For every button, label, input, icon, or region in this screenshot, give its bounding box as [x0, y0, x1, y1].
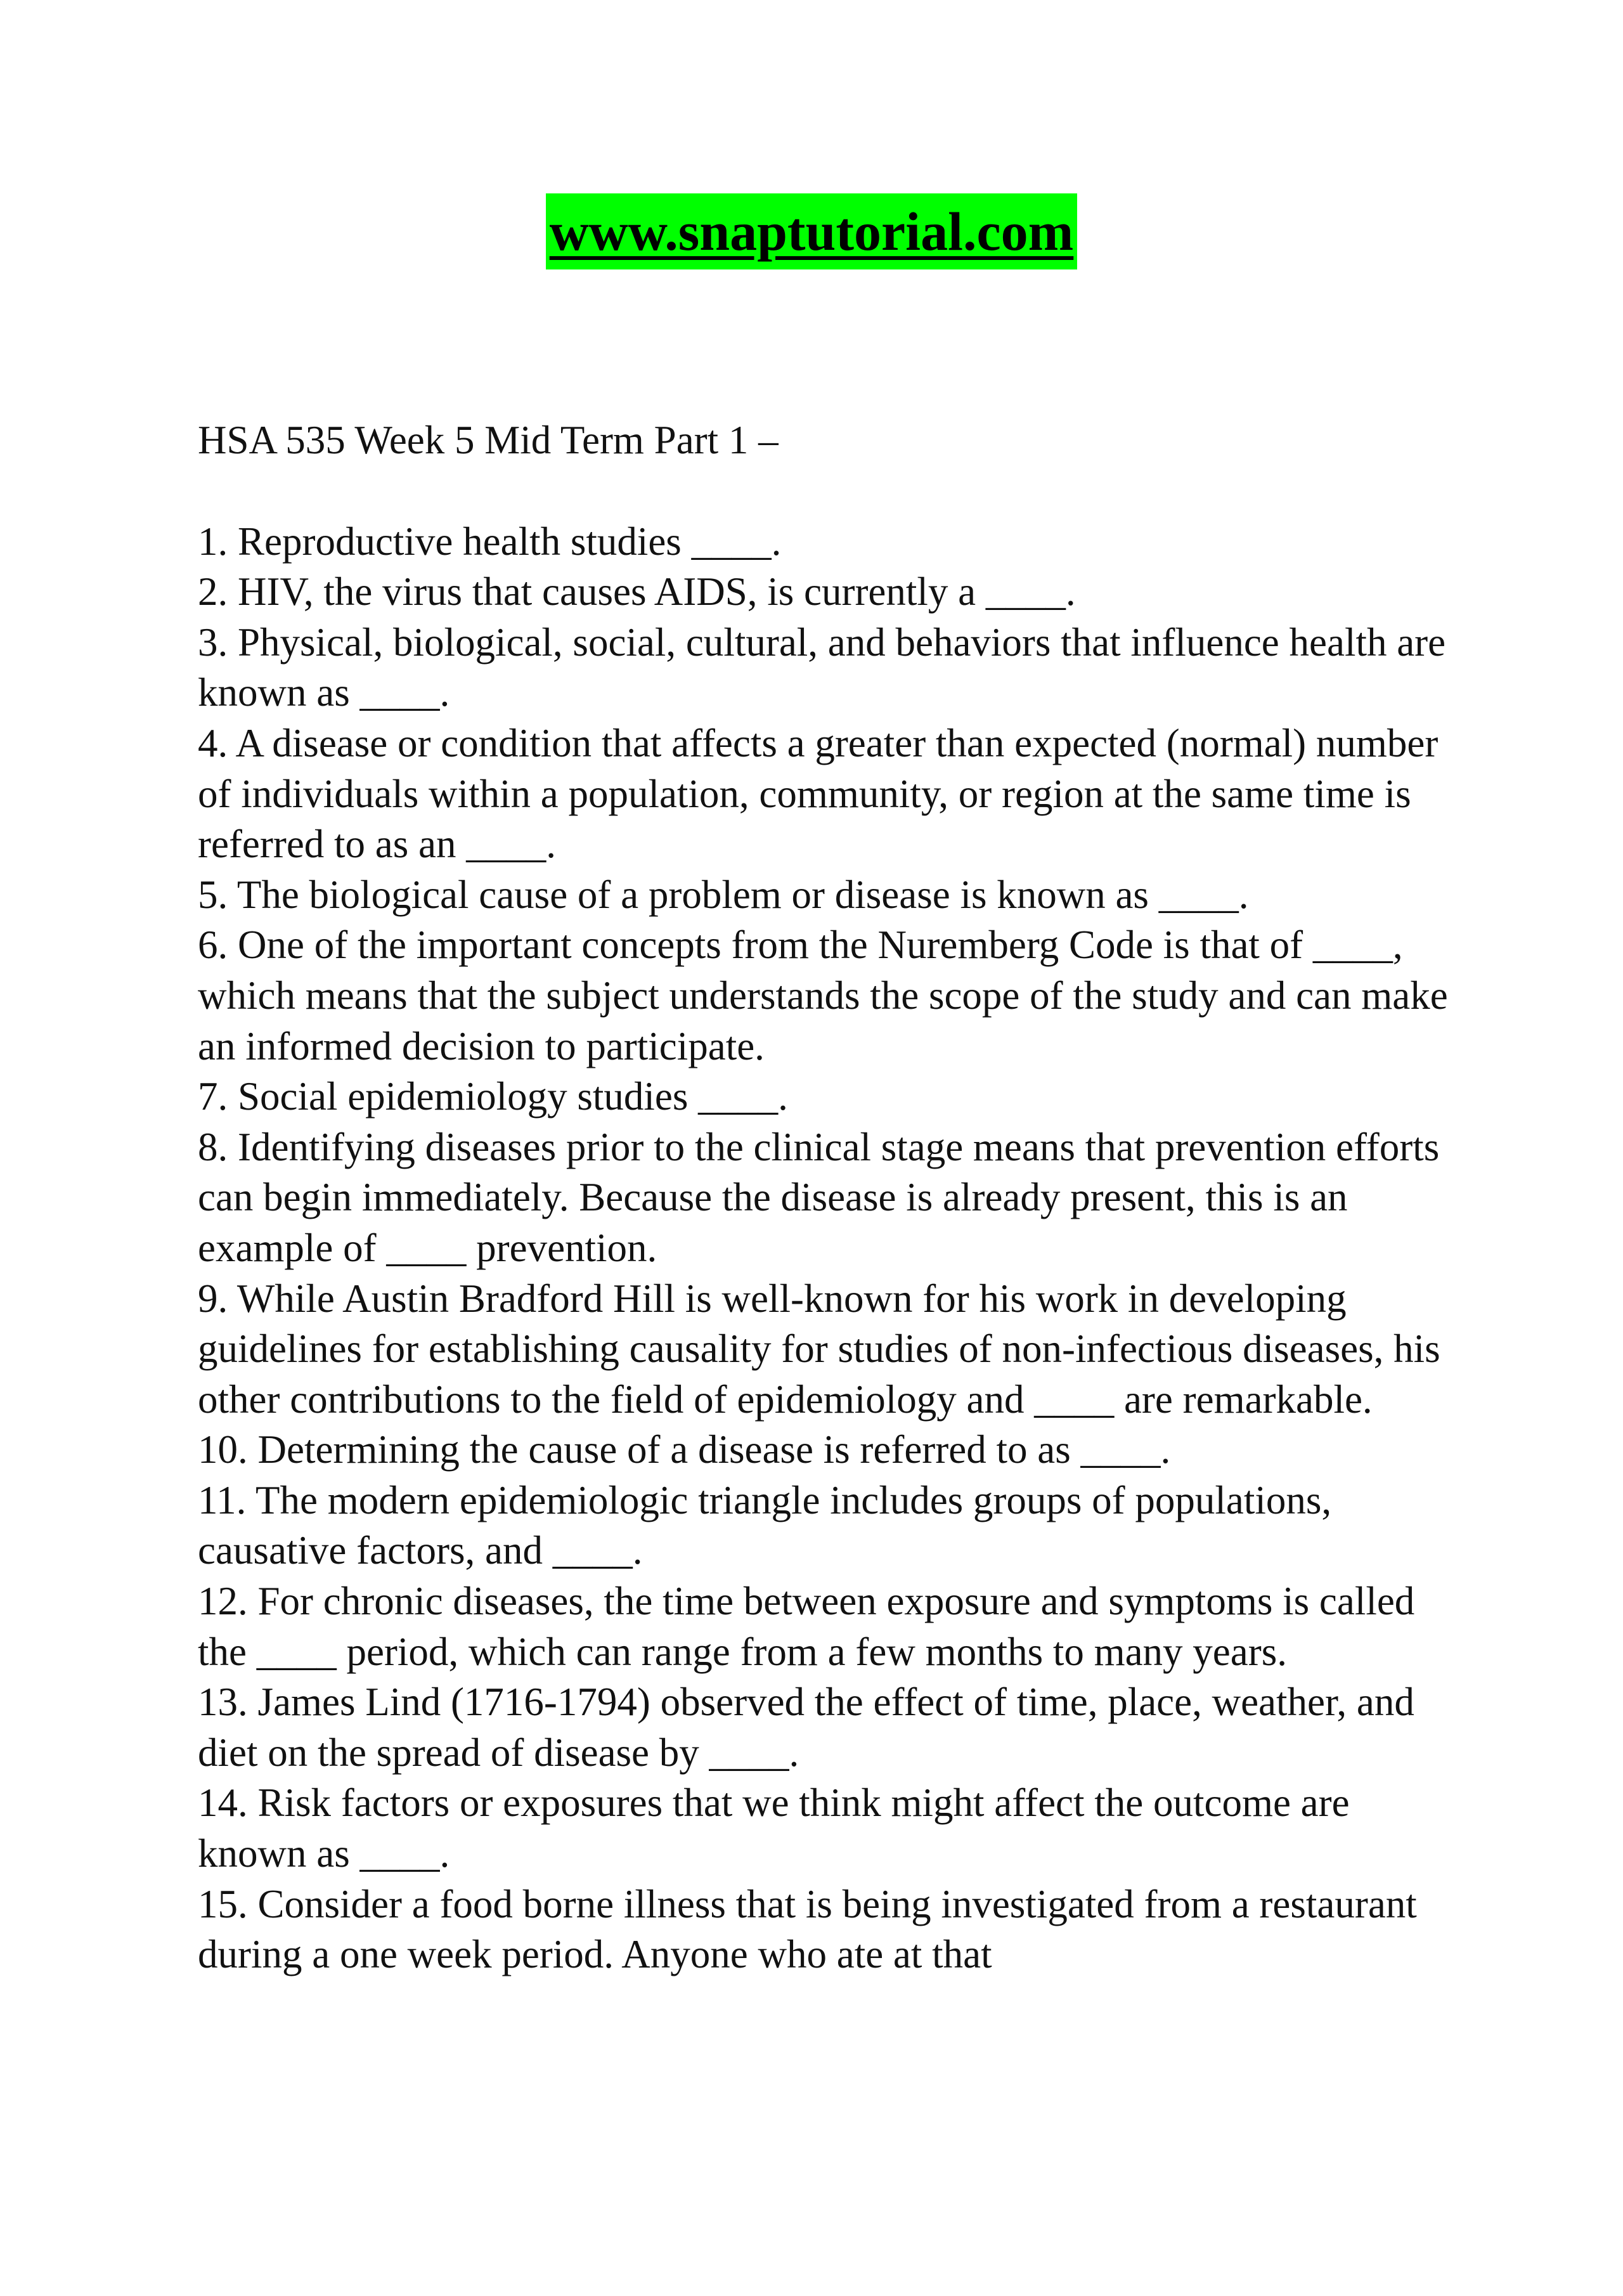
question-item: 8. Identifying diseases prior to the clinical stage means that prevention efforts can begin immediately. Because the disease is already present, this is an example of ____ prevention. [198, 1124, 1440, 1270]
question-item: 13. James Lind (1716-1794) observed the effect of time, place, weather, and diet on the spread of disease by ____. [198, 1680, 1414, 1775]
question-item: 14. Risk factors or exposures that we think might affect the outcome are known as ____. [198, 1780, 1350, 1876]
question-item: 9. While Austin Bradford Hill is well-known for his work in developing guidelines for establishing causality for studies of non-infectious diseases, his other contributions to the field of epidemiology and ____ are remarkable. [198, 1276, 1440, 1422]
question-item: 15. Consider a food borne illness that is being investigated from a restaurant during a one week period. Anyone who ate at that [198, 1881, 1417, 1977]
question-item: 1. Reproductive health studies ____. [198, 519, 782, 564]
question-item: 12. For chronic diseases, the time between exposure and symptoms is called the ____ period, which can range from a few months to many years. [198, 1579, 1415, 1674]
question-item: 10. Determining the cause of a disease is referred to as ____. [198, 1427, 1171, 1472]
question-item: 4. A disease or condition that affects a greater than expected (normal) number of individuals within a population, community, or region at the same time is referred to as an ____. [198, 720, 1439, 867]
question-list [198, 517, 1459, 1980]
question-item: 7. Social epidemiology studies ____. [198, 1074, 788, 1119]
document-body [198, 415, 1459, 1980]
question-item: 6. One of the important concepts from the Nuremberg Code is that of ____, which means that the subject understands the scope of the study and can make an informed decision to participate. [198, 923, 1448, 1068]
question-item: 2. HIV, the virus that causes AIDS, is currently a ____. [198, 569, 1076, 614]
header [0, 193, 1623, 269]
document-title: HSA 535 Week 5 Mid Term Part 1 – [198, 418, 779, 462]
question-item: 5. The biological cause of a problem or disease is known as ____. [198, 872, 1249, 917]
question-item: 11. The modern epidemiologic triangle includes groups of populations, causative factors, and ____. [198, 1477, 1332, 1573]
site-link[interactable]: www.snaptutorial.com [546, 193, 1078, 269]
question-item: 3. Physical, biological, social, cultural, and behaviors that influence health are known as ____. [198, 619, 1446, 715]
